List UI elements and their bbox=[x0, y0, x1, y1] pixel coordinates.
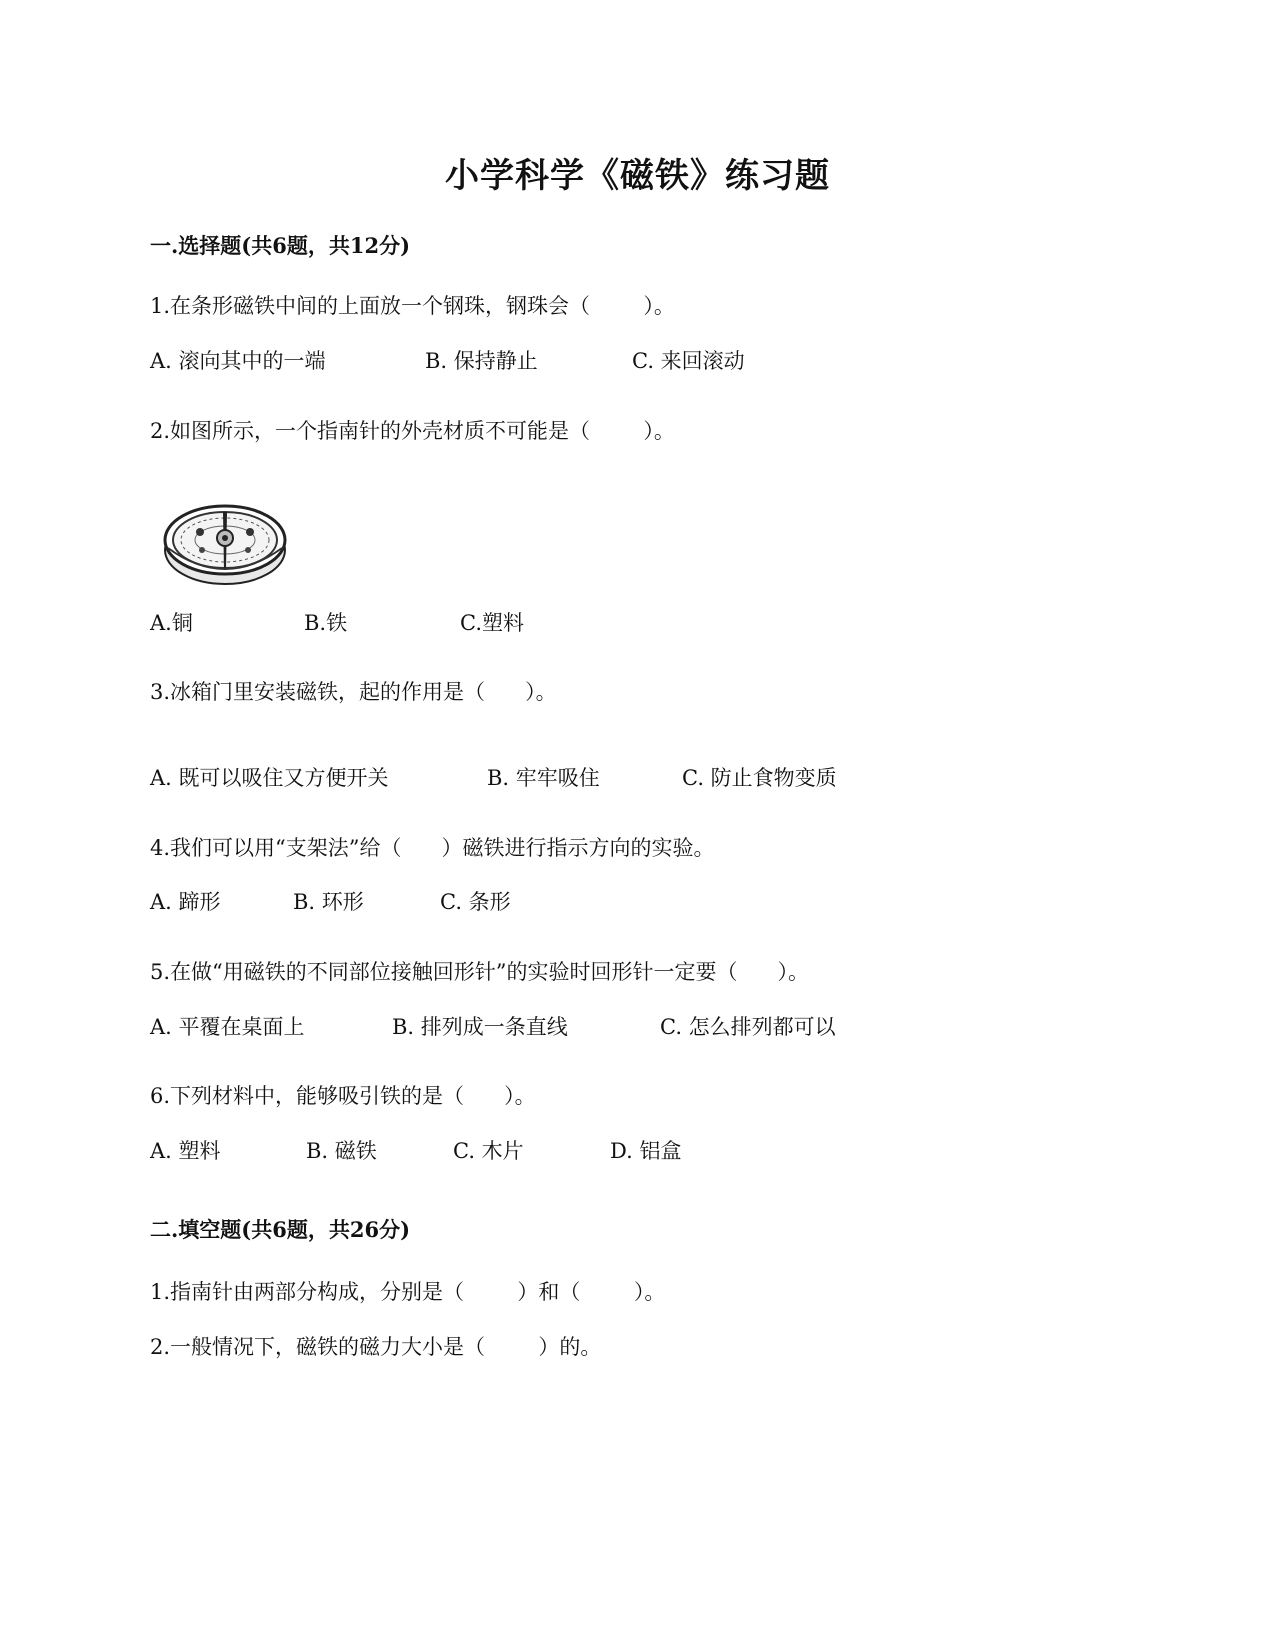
question-3-text: 3.冰箱门里安装磁铁，起的作用是（ ）。 bbox=[150, 680, 557, 704]
section-heading-choice: 一.选择题(共6题，共12分) bbox=[150, 233, 411, 258]
question-3-option-a: A. 既可以吸住又方便开关 bbox=[150, 766, 389, 790]
compass-image bbox=[160, 490, 290, 590]
question-2-option-a: A.铜 bbox=[150, 611, 193, 635]
question-6-text: 6.下列材料中，能够吸引铁的是（ ）。 bbox=[150, 1084, 536, 1108]
question-5-option-c: C. 怎么排列都可以 bbox=[660, 1015, 836, 1039]
fill-question-1-text: 1.指南针由两部分构成，分别是（ ）和（ ）。 bbox=[150, 1280, 666, 1304]
section-heading-fill-blank: 二.填空题(共6题，共26分) bbox=[150, 1217, 411, 1242]
question-1-option-c: C. 来回滚动 bbox=[632, 349, 745, 373]
question-6-option-d: D. 铝盒 bbox=[610, 1139, 682, 1163]
question-6-option-a: A. 塑料 bbox=[150, 1139, 221, 1163]
question-2-text: 2.如图所示，一个指南针的外壳材质不可能是（ ）。 bbox=[150, 419, 675, 443]
question-1-option-b: B. 保持静止 bbox=[425, 349, 538, 373]
question-2-option-c: C.塑料 bbox=[460, 611, 524, 635]
question-3-option-b: B. 牢牢吸住 bbox=[487, 766, 600, 790]
question-5-option-b: B. 排列成一条直线 bbox=[392, 1015, 568, 1039]
question-5-text: 5.在做“用磁铁的不同部位接触回形针”的实验时回形针一定要（ ）。 bbox=[150, 960, 810, 984]
page-title: 小学科学《磁铁》练习题 bbox=[445, 156, 830, 196]
fill-question-2-text: 2.一般情况下，磁铁的磁力大小是（ ）的。 bbox=[150, 1335, 602, 1359]
question-4-option-c: C. 条形 bbox=[440, 890, 511, 914]
question-5-option-a: A. 平覆在桌面上 bbox=[150, 1015, 305, 1039]
question-4-text: 4.我们可以用“支架法”给（ ）磁铁进行指示方向的实验。 bbox=[150, 836, 715, 860]
question-4-option-b: B. 环形 bbox=[293, 890, 364, 914]
question-1-option-a: A. 滚向其中的一端 bbox=[150, 349, 326, 373]
question-4-option-a: A. 蹄形 bbox=[150, 890, 221, 914]
question-2-option-b: B.铁 bbox=[304, 611, 348, 635]
question-6-option-b: B. 磁铁 bbox=[306, 1139, 377, 1163]
question-1-text: 1.在条形磁铁中间的上面放一个钢珠，钢珠会（ ）。 bbox=[150, 294, 675, 318]
question-3-option-c: C. 防止食物变质 bbox=[682, 766, 837, 790]
question-6-option-c: C. 木片 bbox=[453, 1139, 524, 1163]
